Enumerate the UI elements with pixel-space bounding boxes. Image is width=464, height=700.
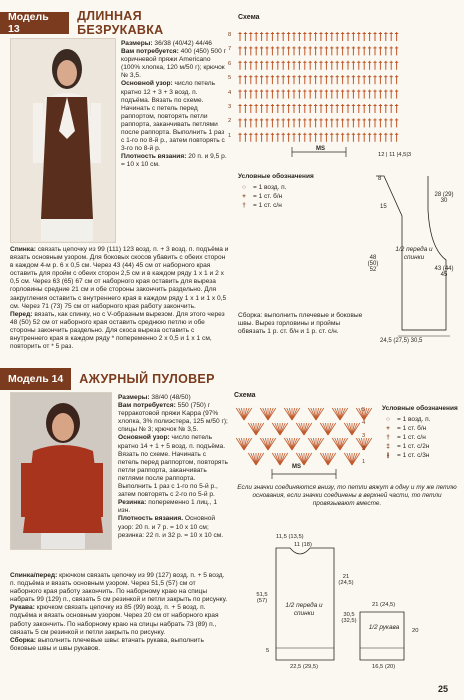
- model14-row-5: 5: [362, 407, 366, 413]
- dc2-icon: ‡: [386, 443, 390, 450]
- model14-dim-armhole: 21 (24,5): [338, 574, 354, 586]
- model14-legend-row: ○ = 1 возд. п.: [382, 415, 462, 424]
- chain-icon: ○: [242, 184, 246, 191]
- model14-rib: попеременно 1 лиц., 1 изн.: [118, 499, 217, 515]
- model14-legend-row: ‡ = 1 ст. с/2н: [382, 442, 462, 451]
- model13-ms-label: MS: [316, 146, 325, 152]
- model14-rib-label: Резинка:: [118, 499, 147, 507]
- model14-legend-row: + = 1 ст. б/н: [382, 424, 462, 433]
- model14-need-label: Вам потребуется:: [118, 402, 176, 410]
- model14-legend-title: Условные обозначения: [382, 405, 458, 412]
- model14-row-2: 2: [362, 446, 366, 452]
- model14-scheme-label: Схема: [234, 392, 256, 399]
- model13-back: связать цепочку из 99 (111) 123 возд. п. + 3 возд. п. подъёма и вязать основным узором. Для боковых скосов убавить с обеих сторон в каждом 4-м р. 6 х 0,5 см. Через 43 (44) 45 см от наборного края оставить для пройм с обеих сторон 2,5 см и в каждом ряду 1 х 1 и 2 х 0,5 см. Через 63 (65) 67 см от наборного края оставить для выреза горловины средние 21 см и обе стороны закончить раздельно. Для закругления оставить с внутреннего края в каждом ряду 1 х 1 и 1 х 0,5 см. Через 71 (73) 75 см от наборного края работу закончить.: [10, 246, 229, 310]
- model13-dim-side-right: 43 (44) 45: [434, 266, 454, 278]
- chain-icon: ○: [386, 416, 390, 423]
- model14-density-label: Плотность вязания.: [118, 515, 184, 523]
- model14-pattern-label: Основной узор:: [118, 434, 170, 442]
- model14-back-label: Спинка/перед:: [10, 572, 58, 579]
- model14-text-bottom: [10, 572, 228, 653]
- model13-scheme-label: Схема: [238, 14, 260, 21]
- model14-panel-label: 1/2 переда и спинки: [285, 602, 323, 617]
- model13-panel-label: 1/2 переда и спинки: [395, 246, 433, 261]
- model14-density: Основной узор: 20 п. и 7 р. = 10 х 10 см; резинка: 22 п. и 32 р. = 10 х 10 см.: [118, 515, 224, 539]
- model13-tag: Модель 13: [0, 12, 69, 34]
- model14-sizes-label: Размеры:: [118, 394, 150, 401]
- model13-row-numbers: [228, 28, 231, 143]
- model13-dim-armhole: 28 (29) 30: [434, 192, 454, 204]
- model14-header: [0, 368, 226, 390]
- model13-text-right: [121, 40, 227, 170]
- model14-row-3: 3: [362, 433, 366, 439]
- model13-legend: [238, 172, 358, 210]
- model14-need: 550 (750) г терракотовой пряжи Kappa (97% хлопка, 3% полиэстера, 125 м/50 г); спицы № 3; крючок № 3,5.: [118, 402, 228, 434]
- model13-back-label: Спинка:: [10, 246, 36, 253]
- model13-density: 20 п. и 9,5 р. = 10 х 10 см.: [121, 153, 227, 169]
- model13-row-7: 7: [228, 46, 232, 53]
- model13-need: 400 (450) 500 г коричневой пряжи Americano (100% хлопка, 120 м/50 г); крючок № 3,5.: [121, 48, 226, 80]
- model14-assembly: выполнить плечевые швы: втачать рукава, выполнить боковые швы и швы рукавов.: [10, 636, 204, 652]
- model14-dim-bottom: 22,5 (29,5): [290, 664, 319, 670]
- model13-legend-row: + = 1 ст. б/н: [238, 192, 358, 201]
- model13-dim-top: 15: [380, 204, 387, 210]
- model14-ms-label: MS: [292, 464, 301, 470]
- model13-pattern-label: Основной узор:: [121, 80, 173, 88]
- model14-sleeve-label: Рукава:: [10, 604, 35, 612]
- model13-row-1: 1: [228, 132, 232, 139]
- model13-stitch-chart: [234, 26, 460, 166]
- model13-density-label: Плотность вязания:: [121, 153, 187, 161]
- model14-tag: Модель 14: [0, 368, 71, 390]
- model14-dim-sleeve-side: 20: [412, 628, 419, 634]
- sc-icon: +: [386, 425, 390, 432]
- model14-pattern: число петель кратно 14 + 1 + 5 возд. п. подъёма. Вязать по схеме. Начинать с петель перед раппортом, повторять петли раппорта, заканчивать петлями после раппорта. Выполнить 1 раз с 1-го по 5-й р., затем повторять с 2-го по 5-й р.: [118, 434, 228, 499]
- model14-legend-row: ⫲ = 1 ст. с/3н: [382, 451, 462, 460]
- model13-photo: [10, 38, 116, 243]
- model14-sizes: 38/40 (48/50): [151, 394, 191, 401]
- model14-sleeve-panel-label: 1/2 рукава: [368, 624, 400, 631]
- model13-dim-bottom: 24,5 (27,5) 30,5: [380, 338, 423, 344]
- model14-dim-rib: 5: [266, 648, 270, 654]
- model13-row-4: 4: [228, 89, 232, 96]
- model13-pattern: число петель кратно 12 + 3 + 3 возд. п. подъёма. Вязать по схеме. Начинать с петель перед раппортом, повторять петли раппорта, заканчивать петлями после раппорта. Выполнить 1 раз с 1-го по 8-й р., затем повторять с 3-го по 8-й р.: [121, 80, 225, 153]
- model13-title: ДЛИННАЯ БЕЗРУКАВКА: [77, 9, 164, 37]
- model14-dim-neck: 11,5 (13,5): [276, 534, 304, 540]
- model14-sleeve: крючком связать цепочку из 85 (99) возд. п. + 5 возд. п. подъёма и вязать основным узором. Через 20 см от наборного края работу закончить. По наборному краю на спицы набрать 73 (89) п., связать 5 см резинкой и петли закрыть по рисунку.: [10, 604, 219, 636]
- model13-text-bottom: [10, 246, 230, 351]
- model14-photo: [10, 392, 112, 550]
- model13-front-label: Перед:: [10, 310, 33, 318]
- model13-front: вязать, как спинку, но с V-образным вырезом. Для этого через 48 (50) 52 см от наборного края оставить среднюю петлю и обе стороны закончить раздельно. Для скоса выреза оставить с внутреннего края в каждом ряду * попеременно 2 х 0,5 и 1 х 1 см, повторить от * 5 раз.: [10, 310, 225, 351]
- model14-dim-side-right: 30,5 (32,5): [341, 612, 357, 624]
- model13-dim-shoulder: 8: [378, 176, 382, 182]
- model13-legend-row: † = 1 ст. с/н: [238, 201, 358, 210]
- model14-scheme-note: Если значки соединяются внизу, то петли вяжут в одну и ту же петлю основания, если значки соединены в верхней части, то петли провязывают вместе.: [237, 484, 457, 507]
- model14-legend-row: † = 1 ст. с/н: [382, 433, 462, 442]
- sc-icon: +: [242, 193, 246, 200]
- model14-dim-shoulder: 11 (18): [294, 542, 312, 548]
- model13-row-5: 5: [228, 75, 232, 82]
- page-number: 25: [437, 684, 448, 694]
- model13-need-label: Вам потребуется:: [121, 48, 179, 56]
- model13-legend-title: Условные обозначения: [238, 173, 314, 180]
- model14-text-right: [118, 394, 228, 540]
- model14-stitch-chart: [232, 402, 378, 480]
- model14-row-4: 4: [362, 420, 366, 426]
- dc3-icon: ⫲: [386, 452, 390, 459]
- model14-dim-sleeve-bottom: 16,5 (20): [372, 664, 396, 670]
- dc-icon: †: [242, 202, 246, 209]
- model14-legend: [382, 404, 462, 460]
- model14-back: крючком связать цепочку из 99 (127) возд. п. + 5 возд. п. подъёма и вязать основным узором. Через 51,5 (57) см от наборного края работу закончить. По наборному краю на спицы набрать 99 (129) п., связать 5 см резинкой и петли закрыть по рисунку.: [10, 572, 228, 604]
- model14-dim-side: 51,5 (57): [256, 592, 268, 604]
- model14-dim-sleeve-top: 21 (24,5): [372, 602, 396, 608]
- model13-header: [0, 9, 226, 37]
- model13-row-6: 6: [228, 60, 232, 67]
- model13-row-8: 8: [228, 32, 232, 38]
- model14-assembly-label: Сборка:: [10, 636, 36, 644]
- model13-sizes: 36/38 (40/42) 44/46: [154, 40, 212, 47]
- model13-sizes-label: Размеры:: [121, 40, 153, 47]
- model13-row-2: 2: [228, 118, 232, 125]
- model13-row-3: 3: [228, 104, 232, 111]
- model13-dim-side-left: 48 (50) 52: [367, 255, 379, 273]
- model13-width-marks: 12 | 11 |4,5|3: [378, 152, 412, 158]
- model14-row-numbers: [362, 404, 365, 469]
- dc-icon: †: [386, 434, 390, 441]
- model13-assembly: Сборка: выполнить плечевые и боковые швы. Вырез горловины и проймы обвязать 1 р. ст. б/н и 1 р. ст. с/н.: [238, 312, 363, 336]
- model14-row-1: 1: [362, 459, 366, 465]
- model13-legend-row: ○ = 1 возд. п.: [238, 183, 358, 192]
- model14-title: АЖУРНЫЙ ПУЛОВЕР: [79, 372, 215, 386]
